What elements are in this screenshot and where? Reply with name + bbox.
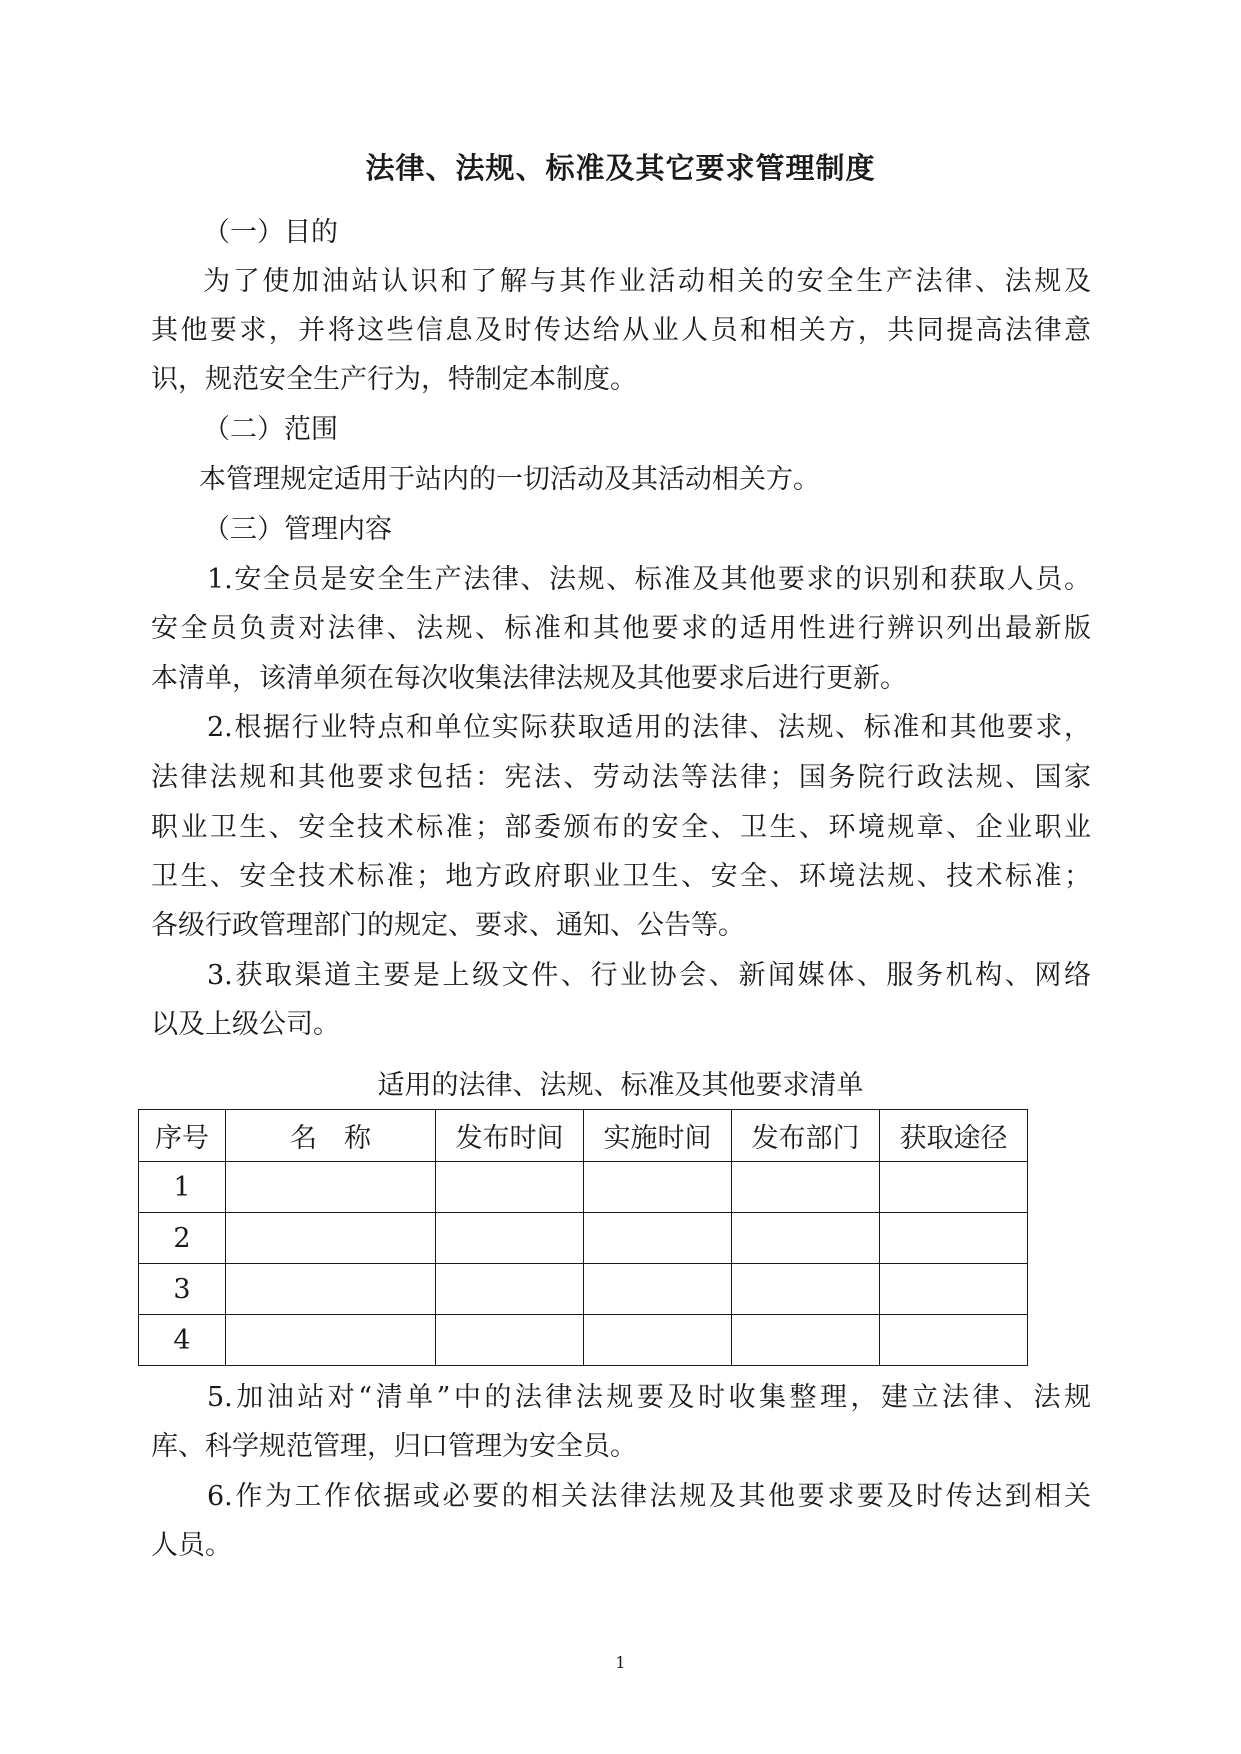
header-seq: 序号	[139, 1110, 226, 1162]
paragraph-line: 职业卫生、安全技术标准；部委颁布的安全、卫生、环境规章、企业职业	[151, 812, 1091, 843]
paragraph-line: 识，规范安全生产行为，特制定本制度。	[151, 364, 637, 395]
table-header-row	[139, 1110, 1028, 1162]
cell-name	[226, 1315, 436, 1366]
cell-publish-date	[436, 1264, 584, 1315]
paragraph-line: 法律法规和其他要求包括：宪法、劳动法等法律；国务院行政法规、国家	[151, 762, 1091, 793]
cell-effective-date	[584, 1213, 732, 1264]
document-title: 法律、法规、标准及其它要求管理制度	[365, 151, 876, 185]
section-heading-purpose: （一）目的	[203, 217, 338, 248]
header-publisher: 发布部门	[732, 1110, 880, 1162]
cell-publisher	[732, 1264, 880, 1315]
cell-publisher	[732, 1213, 880, 1264]
header-publish-date: 发布时间	[436, 1110, 584, 1162]
cell-name	[226, 1264, 436, 1315]
cell-publish-date	[436, 1315, 584, 1366]
paragraph-line: 本清单，该清单须在每次收集法律法规及其他要求后进行更新。	[151, 663, 907, 694]
table-row	[139, 1162, 1028, 1213]
table-row	[139, 1315, 1028, 1366]
cell-source	[880, 1213, 1028, 1264]
cell-effective-date	[584, 1264, 732, 1315]
cell-name	[226, 1213, 436, 1264]
paragraph-line: 库、科学规范管理，归口管理为安全员。	[151, 1431, 637, 1462]
cell-effective-date	[584, 1315, 732, 1366]
header-effective-date: 实施时间	[584, 1110, 732, 1162]
paragraph-line: 其他要求，并将这些信息及时传达给从业人员和相关方，共同提高法律意	[151, 315, 1091, 346]
header-source: 获取途径	[880, 1110, 1028, 1162]
cell-effective-date	[584, 1162, 732, 1213]
cell-source	[880, 1162, 1028, 1213]
table-caption: 适用的法律、法规、标准及其他要求清单	[377, 1070, 864, 1101]
table-row	[139, 1264, 1028, 1315]
paragraph-line: 为了使加油站认识和了解与其作业活动相关的安全生产法律、法规及	[203, 266, 1091, 297]
cell-publisher	[732, 1315, 880, 1366]
paragraph-line: 3.获取渠道主要是上级文件、行业协会、新闻媒体、服务机构、网络	[207, 960, 1091, 991]
paragraph-line: 本管理规定适用于站内的一切活动及其活动相关方。	[199, 464, 820, 495]
cell-seq: 1	[139, 1162, 226, 1213]
paragraph-line: 以及上级公司。	[151, 1009, 340, 1040]
cell-seq: 2	[139, 1213, 226, 1264]
section-heading-scope: （二）范围	[203, 414, 338, 445]
paragraph-line: 安全员负责对法律、法规、标准和其他要求的适用性进行辨识列出最新版	[151, 613, 1091, 644]
table-row	[139, 1213, 1028, 1264]
cell-source	[880, 1315, 1028, 1366]
cell-publisher	[732, 1162, 880, 1213]
regulations-table	[138, 1109, 1028, 1366]
cell-publish-date	[436, 1162, 584, 1213]
cell-name	[226, 1162, 436, 1213]
cell-publish-date	[436, 1213, 584, 1264]
page-number: 1	[615, 1653, 626, 1672]
paragraph-line: 6.作为工作依据或必要的相关法律法规及其他要求要及时传达到相关	[207, 1481, 1091, 1512]
paragraph-line: 卫生、安全技术标准；地方政府职业卫生、安全、环境法规、技术标准；	[151, 861, 1091, 892]
paragraph-line: 5.加油站对“清单”中的法律法规要及时收集整理，建立法律、法规	[207, 1382, 1091, 1413]
cell-seq: 4	[139, 1315, 226, 1366]
header-name: 名 称	[226, 1110, 436, 1162]
paragraph-line: 各级行政管理部门的规定、要求、通知、公告等。	[151, 910, 745, 941]
cell-source	[880, 1264, 1028, 1315]
cell-seq: 3	[139, 1264, 226, 1315]
paragraph-line: 2.根据行业特点和单位实际获取适用的法律、法规、标准和其他要求，	[207, 712, 1091, 743]
paragraph-line: 1.安全员是安全生产法律、法规、标准及其他要求的识别和获取人员。	[207, 564, 1091, 595]
section-heading-content: （三）管理内容	[203, 514, 392, 545]
paragraph-line: 人员。	[151, 1530, 232, 1561]
